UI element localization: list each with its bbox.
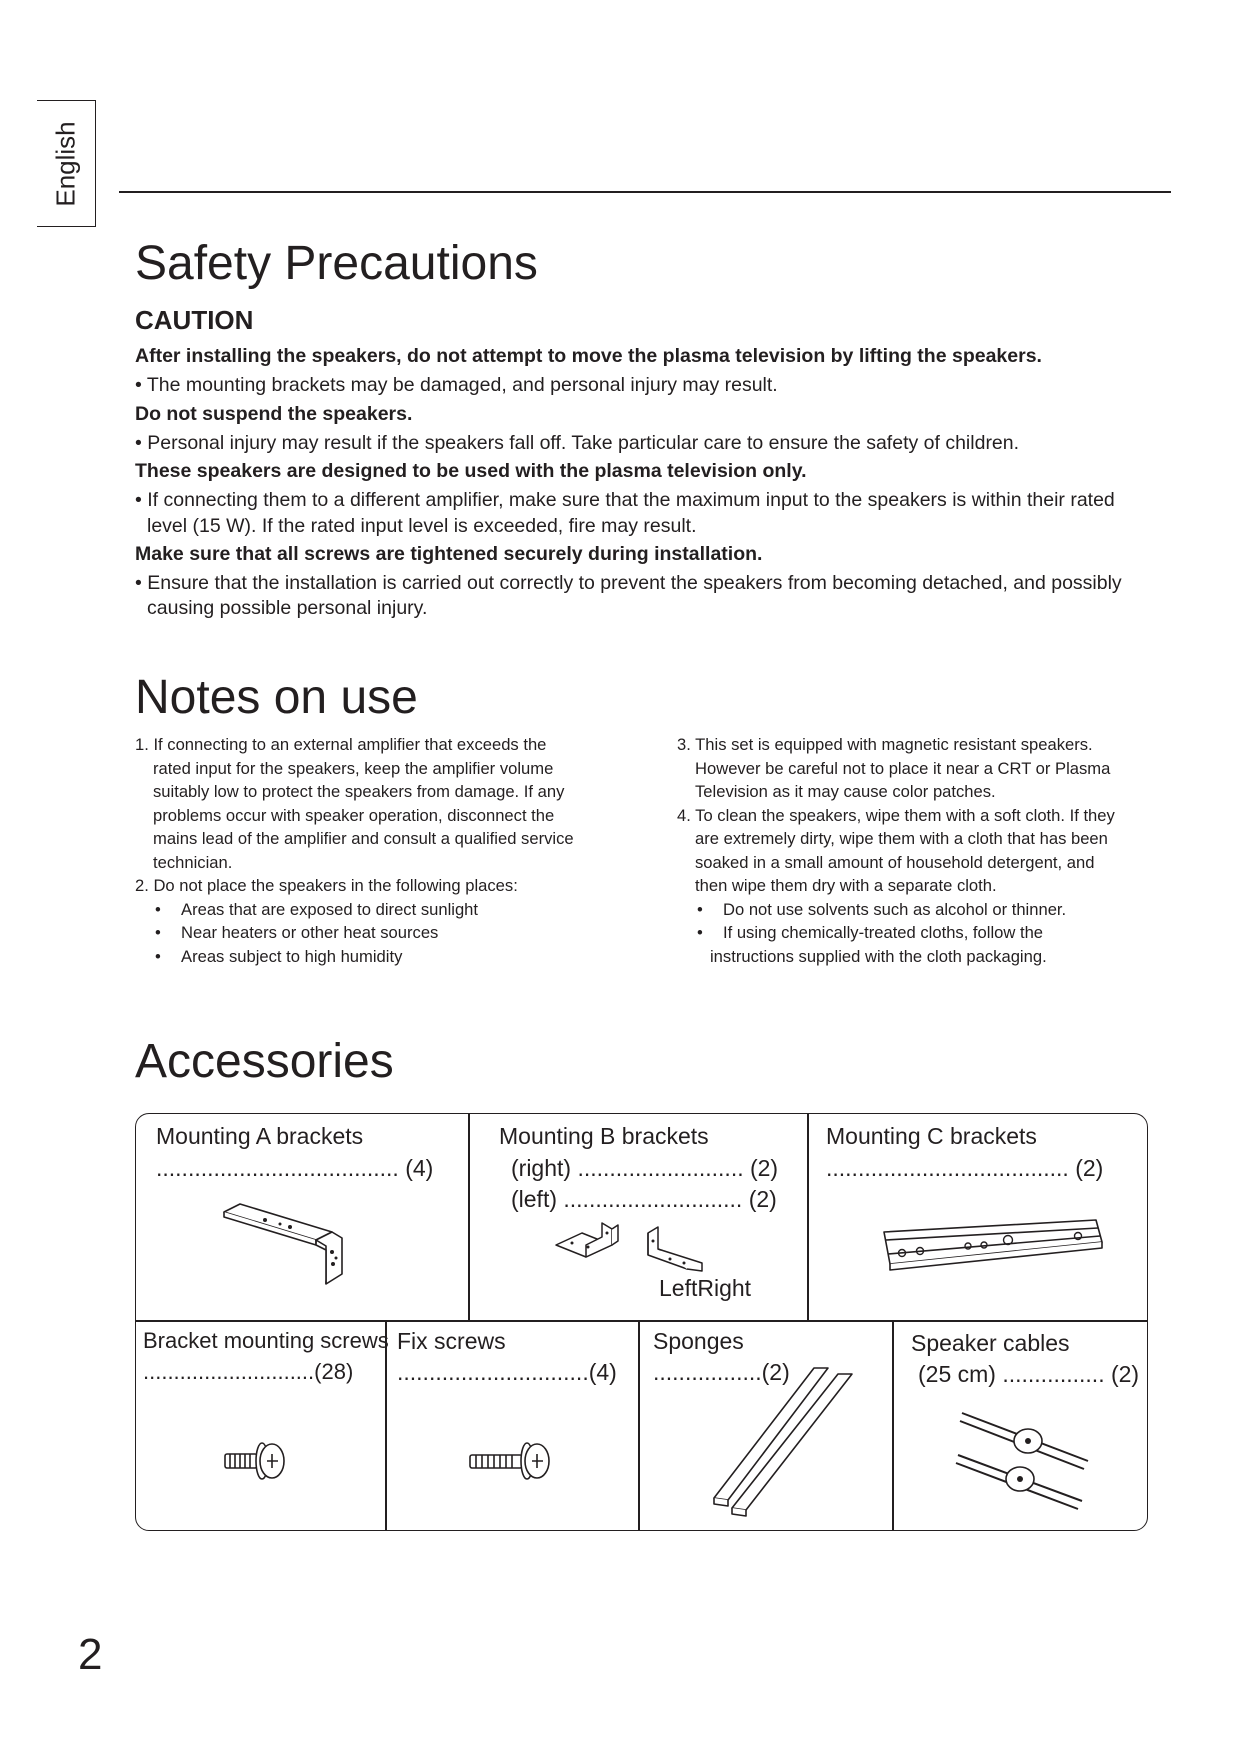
- safety-line: • Ensure that the installation is carried out correctly to prevent the speakers from becoming detached, and possibly: [135, 572, 1122, 594]
- mounting-b-name: Mounting B brackets: [499, 1123, 709, 1149]
- notes-bullet: • Areas that are exposed to direct sunlight: [135, 898, 574, 922]
- safety-title: Safety Precautions: [135, 237, 538, 290]
- notes-item-1-cont: problems occur with speaker operation, disconnect the: [153, 805, 555, 825]
- top-rule: [119, 191, 1171, 193]
- speaker-cables-name: Speaker cables: [911, 1330, 1070, 1356]
- bullet-symbol: •: [697, 899, 703, 919]
- mounting-b-right: (right) .......................... (2): [511, 1155, 779, 1181]
- notes-item-4-cont: soaked in a small amount of household detergent, and: [695, 852, 1095, 872]
- safety-line: After installing the speakers, do not attempt to move the plasma television by lifting the speakers.: [135, 345, 1042, 367]
- sponges-qty: .................(2): [653, 1359, 790, 1385]
- sponges-name: Sponges: [653, 1328, 744, 1354]
- divider: [638, 1320, 640, 1531]
- mounting-a-qty: ...................................... (4): [156, 1155, 434, 1181]
- safety-line: These speakers are designed to be used with the plasma television only.: [135, 460, 807, 482]
- notes-item-1-cont: rated input for the speakers, keep the amplifier volume: [153, 758, 554, 778]
- mounting-b-brackets-icon: [552, 1215, 722, 1285]
- bracket-screws-name: Bracket mounting screws: [143, 1328, 389, 1353]
- mounting-a-name: Mounting A brackets: [156, 1123, 364, 1149]
- notes-item-1: 1. If connecting to an external amplifier that exceeds the: [135, 735, 547, 754]
- notes-bullet: • Near heaters or other heat sources: [135, 921, 574, 945]
- divider: [135, 1320, 1148, 1322]
- safety-line: Make sure that all screws are tightened securely during installation.: [135, 543, 763, 565]
- mounting-a-bracket-icon: [220, 1200, 350, 1290]
- bracket-screws-qty: ............................(28): [143, 1359, 354, 1384]
- divider: [468, 1113, 470, 1321]
- notes-item-3-cont: However be careful not to place it near a CRT or Plasma: [695, 758, 1111, 778]
- speaker-cables-qty: (25 cm) ................ (2): [918, 1361, 1140, 1387]
- language-label: English: [50, 120, 81, 207]
- mounting-c-name: Mounting C brackets: [826, 1123, 1037, 1149]
- notes-bullet-cont: instructions supplied with the cloth packaging.: [710, 946, 1047, 966]
- notes-title: Notes on use: [135, 671, 418, 724]
- mounting-b-left: (left) ............................ (2): [511, 1186, 777, 1212]
- fix-screws-name: Fix screws: [397, 1328, 506, 1354]
- fix-screw-icon: [467, 1440, 557, 1484]
- notes-item-4-cont: then wipe them dry with a separate cloth.: [695, 876, 997, 895]
- notes-right-column: [677, 733, 1115, 968]
- sponges-icon: [710, 1360, 880, 1520]
- notes-item-4-cont: are extremely dirty, wipe them with a cloth that has been: [695, 829, 1108, 848]
- notes-bullet: • Do not use solvents such as alcohol or thinner.: [677, 898, 1115, 922]
- accessories-title: Accessories: [135, 1035, 394, 1088]
- page-number: 2: [78, 1630, 103, 1679]
- safety-line: • The mounting brackets may be damaged, and personal injury may result.: [135, 374, 778, 396]
- bullet-symbol: •: [697, 923, 703, 942]
- caption-left: Left: [659, 1275, 698, 1301]
- divider: [807, 1113, 809, 1321]
- safety-line: • Personal injury may result if the speakers fall off. Take particular care to ensure the safety of children.: [135, 432, 1020, 454]
- notes-bullet: • Areas subject to high humidity: [135, 945, 574, 969]
- notes-item-2: 2. Do not place the speakers in the following places:: [135, 876, 518, 895]
- fix-screws-qty: ..............................(4): [397, 1359, 617, 1385]
- notes-item-3: 3. This set is equipped with magnetic resistant speakers.: [677, 735, 1093, 754]
- caption-right: Right: [697, 1275, 752, 1301]
- caution-label: CAUTION: [135, 305, 254, 335]
- notes-bullet: • If using chemically-treated cloths, follow the: [677, 921, 1115, 945]
- bracket-screw-icon: [222, 1440, 292, 1484]
- safety-line: level (15 W). If the rated input level is exceeded, fire may result.: [147, 515, 697, 537]
- mounting-c-qty: ...................................... (2): [826, 1155, 1104, 1181]
- notes-item-1-cont: mains lead of the amplifier and consult a qualified service: [153, 829, 574, 848]
- bullet-symbol: •: [155, 923, 161, 942]
- notes-item-1-cont: technician.: [153, 852, 233, 872]
- safety-line: Do not suspend the speakers.: [135, 403, 413, 425]
- speaker-cables-icon: [950, 1405, 1100, 1515]
- bullet-symbol: •: [155, 946, 161, 966]
- notes-item-3-cont: Television as it may cause color patches.: [695, 782, 996, 801]
- bullet-symbol: •: [155, 899, 161, 919]
- safety-line: causing possible personal injury.: [147, 597, 428, 619]
- language-tab: [37, 100, 96, 227]
- notes-item-4: 4. To clean the speakers, wipe them with a soft cloth. If they: [677, 805, 1115, 825]
- notes-item-1-cont: suitably low to protect the speakers from damage. If any: [153, 782, 565, 801]
- safety-line: • If connecting them to a different amplifier, make sure that the maximum input to the speakers is within their rated: [135, 489, 1115, 511]
- divider: [892, 1320, 894, 1531]
- mounting-c-bracket-icon: [880, 1218, 1110, 1278]
- notes-left-column: [135, 733, 574, 968]
